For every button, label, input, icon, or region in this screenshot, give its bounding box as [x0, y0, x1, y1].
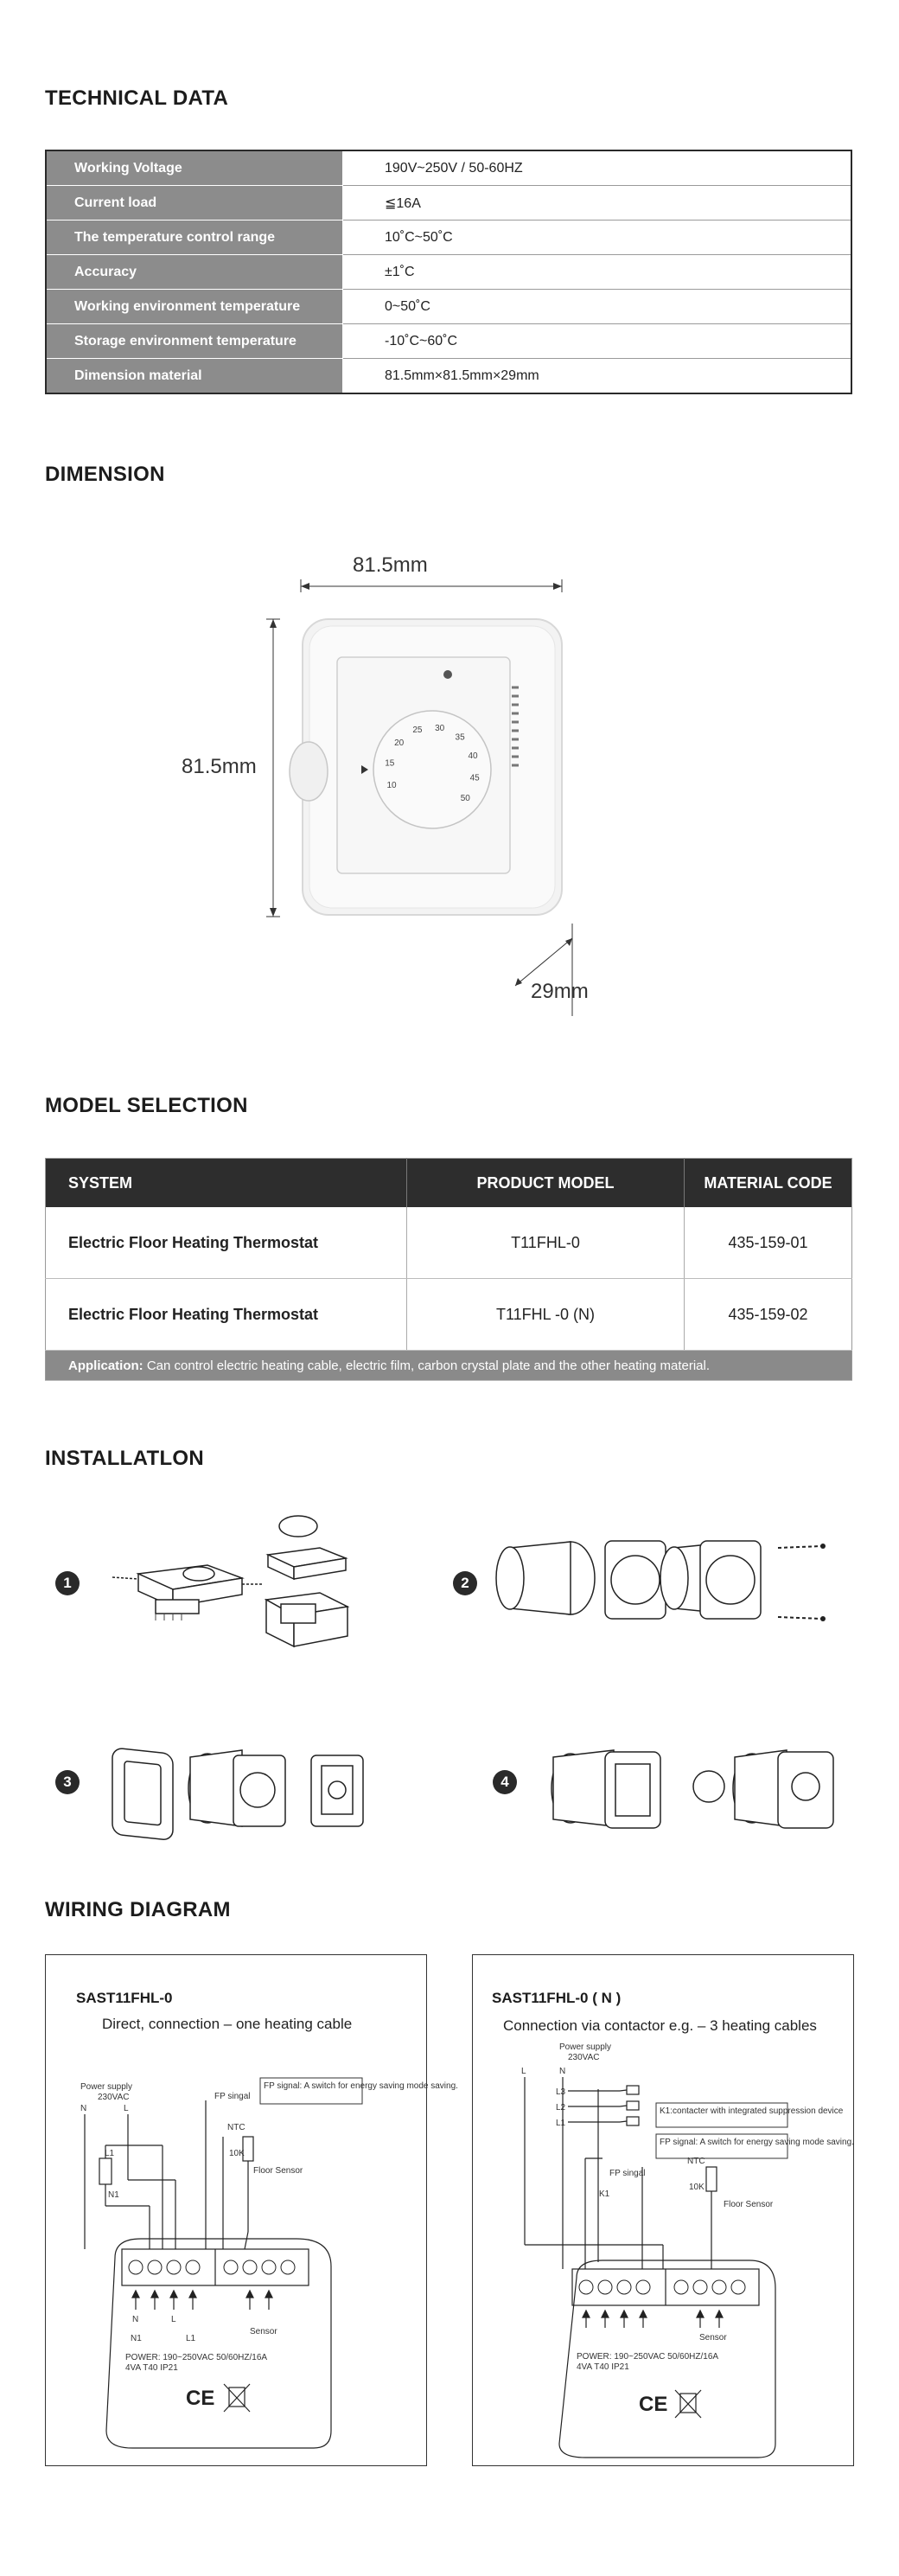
- step-3-illustration: [104, 1729, 380, 1851]
- right-fp-label: FP signal: A switch for energy saving mode saving.: [660, 2138, 854, 2147]
- header-product-model: PRODUCT MODEL: [407, 1159, 685, 1208]
- table-row: [46, 1207, 852, 1279]
- spec-value: 0~50˚C: [343, 290, 852, 324]
- left-power-spec: POWER: 190~250VAC 50/60HZ/16A: [125, 2353, 268, 2362]
- wiring-left-subtitle: Direct, connection – one heating cable: [102, 2016, 353, 2032]
- spec-label: The temperature control range: [46, 221, 343, 255]
- dial-mark: 20: [394, 738, 405, 748]
- table-row: [46, 1279, 852, 1351]
- spec-label: Current load: [46, 186, 343, 221]
- left-power-label: Power supply: [80, 2082, 133, 2092]
- wiring-right-title: SAST11FHL-0 ( N ): [492, 1990, 622, 2006]
- product-model-cell: T11FHL -0 (N): [407, 1279, 685, 1351]
- left-fp-singal-label: FP singal: [214, 2092, 251, 2101]
- material-code-cell: 435-159-02: [685, 1279, 852, 1351]
- wiring-box-right: [472, 1954, 854, 2466]
- right-l3-label: L3: [556, 2087, 566, 2097]
- table-row: [46, 359, 851, 394]
- step-4-badge: 4: [493, 1770, 517, 1794]
- left-bottom-l-label: L: [171, 2315, 176, 2324]
- technical-data-title: TECHNICAL DATA: [45, 86, 229, 110]
- material-code-cell: 435-159-01: [685, 1207, 852, 1279]
- application-row: [46, 1351, 852, 1381]
- table-row: [46, 290, 851, 324]
- table-row: [46, 255, 851, 290]
- step-2-badge: 2: [453, 1571, 477, 1595]
- left-ntc-label: NTC: [227, 2123, 245, 2132]
- right-10k-label: 10K: [689, 2183, 705, 2192]
- spec-value: -10˚C~60˚C: [343, 324, 852, 359]
- right-l2-label: L2: [556, 2103, 566, 2113]
- right-l-label: L: [521, 2067, 526, 2076]
- width-label: 81.5mm: [353, 553, 428, 577]
- product-model-cell: T11FHL-0: [407, 1207, 685, 1279]
- dial-mark: 35: [455, 732, 465, 743]
- technical-data-table: [45, 150, 852, 394]
- wiring-left-schematic: [46, 2059, 458, 2457]
- step-2-illustration: [501, 1522, 864, 1643]
- left-rating: 4VA T40 IP21: [125, 2363, 178, 2373]
- spec-label: Dimension material: [46, 359, 343, 394]
- dial-mark: 30: [435, 723, 445, 733]
- left-10k-label: 10K: [229, 2149, 245, 2158]
- right-sensor-label: Sensor: [699, 2333, 727, 2343]
- spec-value: 190V~250V / 50-60HZ: [343, 150, 852, 186]
- model-selection-title: MODEL SELECTION: [45, 1094, 248, 1117]
- right-vac-label: 230VAC: [568, 2053, 600, 2062]
- header-material-code: MATERIAL CODE: [685, 1159, 852, 1208]
- wiring-diagram-title: WIRING DIAGRAM: [45, 1898, 231, 1921]
- dimension-title: DIMENSION: [45, 463, 165, 486]
- dial-mark: 10: [386, 781, 397, 791]
- left-l-label: L: [124, 2104, 129, 2113]
- table-row: [46, 324, 851, 359]
- left-bottom-n1-label: N1: [131, 2334, 142, 2343]
- right-k1-short-label: K1: [599, 2189, 610, 2199]
- spec-value: ≦16A: [343, 186, 852, 221]
- dimension-drawing: [173, 536, 657, 1029]
- right-rating: 4VA T40 IP21: [577, 2362, 629, 2372]
- dial-mark: 50: [460, 794, 470, 804]
- dial-mark: 25: [412, 725, 423, 735]
- header-system: SYSTEM: [46, 1159, 407, 1208]
- left-bottom-l1-label: L1: [186, 2334, 196, 2343]
- wiring-right-subtitle: Connection via contactor e.g. – 3 heating cables: [503, 2017, 817, 2034]
- spec-label: Accuracy: [46, 255, 343, 290]
- right-l1-label: L1: [556, 2119, 566, 2128]
- installation-title: INSTALLATLON: [45, 1447, 205, 1470]
- right-power-label: Power supply: [559, 2042, 612, 2052]
- step-3-badge: 3: [55, 1770, 80, 1794]
- table-row: [46, 186, 851, 221]
- ce-mark-right: CE: [639, 2393, 668, 2416]
- right-floor-sensor-label: Floor Sensor: [724, 2200, 774, 2209]
- left-bottom-n-label: N: [132, 2315, 139, 2324]
- step-1-illustration: [104, 1505, 389, 1660]
- step-4-illustration: [536, 1729, 864, 1851]
- spec-label: Storage environment temperature: [46, 324, 343, 359]
- dial-mark: 15: [385, 758, 395, 769]
- wiring-left-title: SAST11FHL-0: [76, 1990, 173, 2006]
- step-1-badge: 1: [55, 1571, 80, 1595]
- wiring-right-schematic: [473, 2037, 853, 2461]
- wiring-box-left: [45, 1954, 458, 2466]
- left-l1-label: L1: [105, 2149, 115, 2158]
- application-label: Application:: [68, 1358, 143, 1373]
- left-floor-sensor-label: Floor Sensor: [253, 2166, 303, 2176]
- weee-icon-left: [224, 2384, 250, 2412]
- left-sensor-label: Sensor: [250, 2327, 277, 2336]
- spec-value: 10˚C~50˚C: [343, 221, 852, 255]
- dial-mark: 40: [468, 751, 478, 761]
- table-row: [46, 150, 851, 186]
- spec-value: ±1˚C: [343, 255, 852, 290]
- right-ntc-label: NTC: [687, 2157, 705, 2166]
- depth-label: 29mm: [531, 980, 589, 1003]
- right-fp-singal-label: FP singal: [609, 2169, 646, 2178]
- application-text: Can control electric heating cable, electric film, carbon crystal plate and the other heating material.: [146, 1358, 711, 1373]
- left-n-label: N: [80, 2104, 87, 2113]
- right-k1-label: K1:contacter with integrated suppression device: [660, 2106, 844, 2116]
- system-cell: Electric Floor Heating Thermostat: [46, 1279, 407, 1351]
- left-vac-label: 230VAC: [98, 2093, 130, 2102]
- system-cell: Electric Floor Heating Thermostat: [46, 1207, 407, 1279]
- weee-icon-right: [675, 2390, 701, 2418]
- left-fp-label: FP signal: A switch for energy saving mode saving.: [264, 2081, 458, 2091]
- height-label: 81.5mm: [182, 755, 257, 778]
- spec-value: 81.5mm×81.5mm×29mm: [343, 359, 852, 394]
- ce-mark-left: CE: [186, 2387, 215, 2410]
- right-n-label: N: [559, 2067, 566, 2076]
- dial-mark: 45: [469, 773, 480, 783]
- left-n1-label: N1: [108, 2190, 119, 2200]
- right-power-spec: POWER: 190~250VAC 50/60HZ/16A: [577, 2352, 719, 2362]
- spec-label: Working Voltage: [46, 150, 343, 186]
- spec-label: Working environment temperature: [46, 290, 343, 324]
- table-row: [46, 221, 851, 255]
- model-selection-table: [45, 1158, 852, 1381]
